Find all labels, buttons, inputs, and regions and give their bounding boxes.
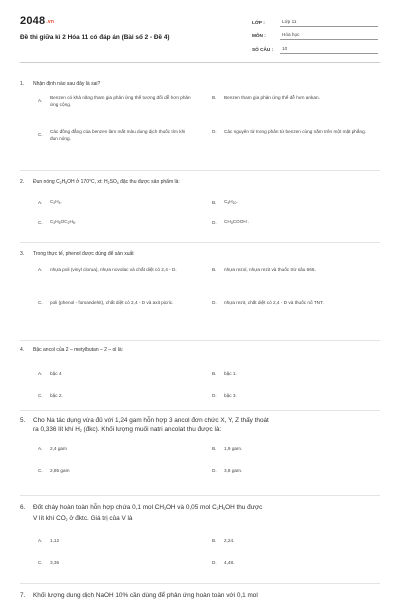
- option-label: D.: [212, 129, 217, 134]
- question-text: Trong thực tế, phenol được dùng để sản xuất: [33, 251, 134, 257]
- question-number: 5.: [20, 417, 26, 424]
- question-5: [20, 416, 380, 473]
- meta-value: 10: [280, 44, 378, 54]
- question-1: [20, 81, 380, 150]
- option-a[interactable]: A. 1,12: [38, 538, 60, 544]
- option-b[interactable]: B. bậc 1.: [212, 371, 237, 376]
- question-divider: [20, 340, 380, 341]
- meta-value: Hóa học: [280, 30, 378, 40]
- question-divider: [20, 495, 380, 496]
- option-label: C.: [38, 132, 43, 138]
- question-divider: [20, 242, 380, 243]
- option-d[interactable]: D. bậc 3.: [212, 393, 237, 398]
- options: [38, 95, 380, 150]
- options: [38, 443, 380, 473]
- meta-class: [252, 14, 378, 27]
- question-number: 7.: [20, 592, 26, 599]
- option-b[interactable]: B. $C_4H_{10}$.: [212, 199, 238, 205]
- question-text: Bậc ancol của 2 – metylbutan – 2 – ol là:: [33, 347, 124, 353]
- option-b[interactable]: B. 1,9 gam.: [212, 446, 243, 452]
- meta-label: LỚP :: [252, 19, 265, 25]
- option-text: Các đồng đẳng của benzen làm mất màu dung dịch thuốc tím khi đun nóng.: [50, 129, 186, 141]
- option-c[interactable]: C. $C_2H_5OC_2H_5$.: [38, 219, 77, 225]
- options: [38, 361, 380, 398]
- option-c[interactable]: C. poli (phenol - fomandehit), chất diệt cỏ 2,4 - D và axit picric.: [38, 300, 174, 305]
- option-d[interactable]: D. 4,48.: [212, 560, 235, 566]
- option-b[interactable]: B. nhựa rezol, nhựa rezit và thuốc trừ sâu 666.: [212, 267, 316, 272]
- site-logo[interactable]: [20, 15, 54, 27]
- option-c[interactable]: [38, 129, 194, 142]
- logo-suffix: .vn: [46, 19, 55, 25]
- option-text: Các nguyên tử trong phân tử benzen cùng nằm trên một mặt phẳng.: [224, 129, 367, 134]
- option-b[interactable]: [212, 95, 368, 102]
- question-text: Nhận định nào sau đây là sai?: [33, 81, 101, 87]
- question-2: [20, 179, 380, 224]
- question-divider: [20, 583, 380, 584]
- option-label: A.: [38, 98, 43, 104]
- option-label: B.: [212, 95, 217, 100]
- option-d[interactable]: D. $CH_3COOH$ .: [212, 219, 250, 225]
- option-a[interactable]: A. bậc 4: [38, 371, 62, 376]
- question-divider: [20, 410, 380, 411]
- option-d[interactable]: D. 3,8 gam.: [212, 468, 243, 474]
- options: [38, 265, 380, 325]
- question-number: 2.: [20, 179, 25, 185]
- header-divider: [20, 62, 380, 63]
- option-c[interactable]: C. bậc 2.: [38, 393, 63, 398]
- question-number: 1.: [20, 81, 25, 87]
- question-stem: [20, 503, 380, 525]
- question-3: [20, 251, 380, 325]
- option-c[interactable]: C. 3,36: [38, 560, 60, 566]
- question-divider: [20, 170, 380, 171]
- question-number: 6.: [20, 504, 26, 511]
- option-text: Benzen tham gia phản ứng thế dễ hơn ankan.: [224, 95, 320, 100]
- question-stem: [20, 416, 380, 436]
- option-b[interactable]: B. 2,24.: [212, 538, 235, 544]
- question-4: [20, 347, 380, 398]
- question-number: 3.: [20, 251, 25, 257]
- question-7: [20, 591, 380, 600]
- option-a[interactable]: A. $C_2H_4$.: [38, 199, 62, 205]
- option-d[interactable]: D. nhựa rezit, chất diệt cỏ 2,4 - D và thuốc nổ TNT.: [212, 300, 324, 305]
- question-6: [20, 503, 380, 566]
- question-text: Khối lượng dung dịch NaOH 10% cần dùng để phản ứng hoàn toàn với 0,1 mol: [33, 592, 258, 599]
- question-stem: [20, 179, 380, 187]
- meta-value: Lớp 11: [280, 17, 378, 27]
- logo-text: 2048: [20, 15, 46, 27]
- options: [38, 194, 380, 224]
- options: [38, 532, 380, 566]
- option-text: Benzen có khả năng tham gia phản ứng thế tương đối dễ hơn phản ứng cộng.: [50, 95, 191, 107]
- exam-meta: [252, 14, 378, 55]
- option-d[interactable]: [212, 129, 368, 136]
- meta-subject: [252, 28, 378, 41]
- option-c[interactable]: C. 2,85 gam: [38, 468, 70, 474]
- question-stem: [20, 591, 380, 600]
- option-a[interactable]: [38, 95, 194, 108]
- option-a[interactable]: A. nhựa poli (vinyl clorua), nhựa novolac và chất diệt cỏ 2,4 - D.: [38, 267, 177, 272]
- option-a[interactable]: A. 2,4 gam: [38, 446, 67, 452]
- question-stem: [20, 347, 380, 354]
- meta-question-count: [252, 42, 378, 55]
- question-text: Đun nóng $C_2H_5OH$ ở 170°C, xt: $H_2SO_4$ đặc thu được sản phẩm là:: [33, 179, 180, 185]
- question-stem: [20, 81, 380, 88]
- meta-label: SỐ CÂU :: [252, 47, 274, 53]
- question-stem: [20, 251, 380, 258]
- meta-label: MÔN :: [252, 33, 266, 39]
- question-text: Cho Na tác dụng vừa đủ với 1,24 gam hỗn hợp 3 ancol đơn chức X, Y, Z thấy thoát ra 0,336 lít khí $H_2$ (đkc). Khối lượng muối natri ancolat thu được là:: [33, 417, 269, 434]
- document-title: Đề thi giữa kì 2 Hóa 11 có đáp án (Bài số 2 - Đề 4): [20, 34, 170, 41]
- question-text: Đốt cháy hoàn toàn hỗn hợp chứa 0,1 mol $CH_3OH$ và 0,05 mol $C_2H_5OH$ thu được V lít khí $CO_2$ ở đktc. Giá trị của V là: [33, 504, 263, 523]
- question-number: 4.: [20, 347, 25, 353]
